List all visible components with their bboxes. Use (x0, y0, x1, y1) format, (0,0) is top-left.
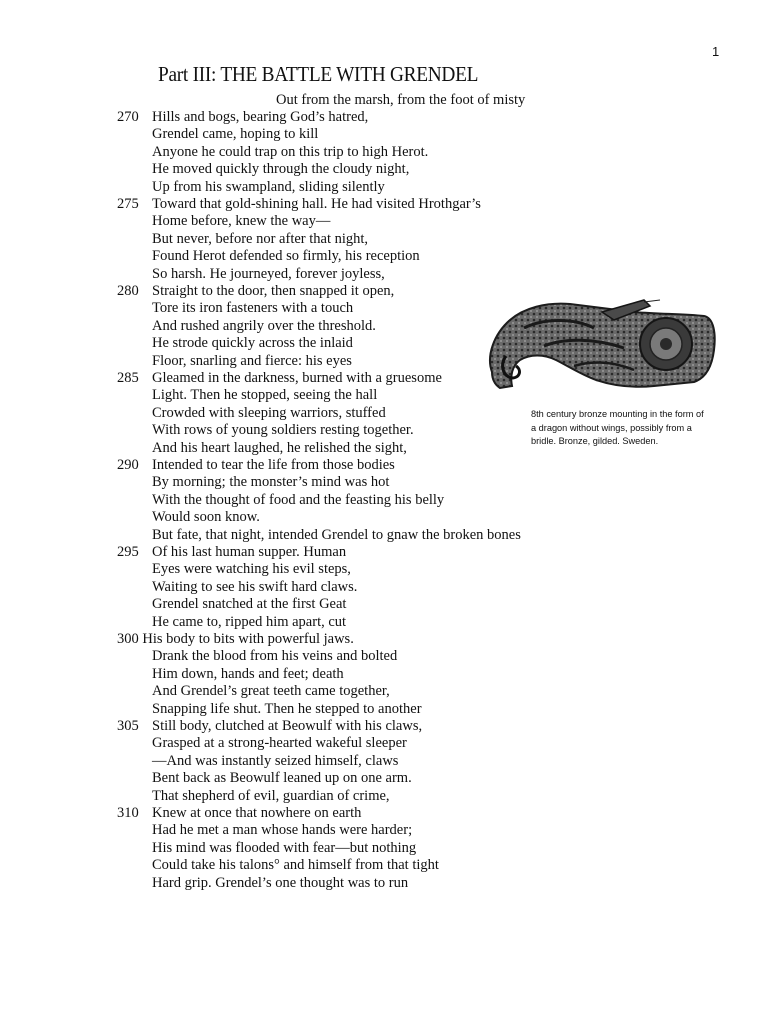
line-text: Snapping life shut. Then he stepped to another (152, 700, 422, 717)
line-text: Would soon know. (152, 509, 260, 526)
line-text: He strode quickly across the inlaid (152, 335, 353, 352)
line-text: Floor, snarling and fierce: his eyes (152, 352, 352, 369)
line-number: 275 (117, 196, 139, 212)
line-text: Bent back as Beowulf leaned up on one arm. (152, 770, 412, 787)
line-text: That shepherd of evil, guardian of crime, (152, 787, 390, 804)
line-text: Eyes were watching his evil steps, (152, 561, 351, 578)
line-text: Tore its iron fasteners with a touch (152, 300, 354, 317)
line-text: But fate, that night, intended Grendel to gnaw the broken bones (152, 526, 521, 543)
line-number: 305 (117, 718, 139, 734)
line-text: He moved quickly through the cloudy night, (152, 161, 410, 178)
line-number: 285 (117, 370, 139, 386)
line-number: 295 (117, 544, 139, 560)
line-text: Anyone he could trap on this trip to high Herot. (152, 143, 429, 160)
line-text: With rows of young soldiers resting together. (152, 422, 414, 439)
line-text: Had he met a man whose hands were harder; (152, 822, 413, 839)
line-number: 280 (117, 283, 139, 299)
line-text: Grendel snatched at the first Geat (152, 596, 347, 613)
line-text: Gleamed in the darkness, burned with a gruesome (152, 370, 442, 386)
line-text: Him down, hands and feet; death (152, 665, 344, 682)
line-text: Still body, clutched at Beowulf with his claws, (152, 718, 423, 734)
line-text: And rushed angrily over the threshold. (152, 317, 376, 334)
line-text: Crowded with sleeping warriors, stuffed (152, 404, 386, 421)
line-number: 290 (117, 457, 139, 473)
line-text: Hills and bogs, bearing God’s hatred, (152, 109, 369, 125)
line-text: He came to, ripped him apart, cut (152, 613, 347, 630)
line-text: And his heart laughed, he relished the sight, (152, 439, 407, 456)
line-text: Found Herot defended so firmly, his reception (152, 248, 420, 265)
line-text: Waiting to see his swift hard claws. (152, 578, 358, 595)
figure-caption: 8th century bronze mounting in the form of a dragon without wings, possibly from a bridle. Bronze, gilded. Sweden. (531, 409, 704, 446)
dragon-mounting-image (484, 294, 718, 396)
line-number: 310 (117, 805, 139, 821)
line-text: Of his last human supper. Human (152, 544, 347, 560)
line-text: With the thought of food and the feasting his belly (152, 491, 445, 508)
line-text: Knew at once that nowhere on earth (152, 805, 362, 821)
line-text: Toward that gold-shining hall. He had visited Hrothgar’s (152, 196, 481, 212)
line-text: Could take his talons° and himself from that tight (152, 857, 439, 874)
line-text: By morning; the monster’s mind was hot (152, 474, 390, 491)
line-text: Hard grip. Grendel’s one thought was to run (152, 874, 409, 891)
line-text: So harsh. He journeyed, forever joyless, (152, 265, 385, 282)
line-text: Intended to tear the life from those bodies (152, 457, 395, 473)
line-text: Grasped at a strong-hearted wakeful sleeper (152, 735, 407, 752)
intro-line: Out from the marsh, from the foot of misty (276, 92, 526, 108)
line-text: Grendel came, hoping to kill (152, 126, 319, 143)
line-text: Home before, knew the way— (152, 213, 331, 230)
line-text: Light. Then he stopped, seeing the hall (152, 387, 378, 404)
line-number: 270 (117, 109, 139, 125)
page-title: Part III: THE BATTLE WITH GRENDEL (158, 62, 479, 86)
line-text: Straight to the door, then snapped it open, (152, 283, 395, 299)
line-text: 300 His body to bits with powerful jaws. (117, 631, 354, 647)
line-text: His mind was flooded with fear—but nothing (152, 839, 417, 856)
line-text: Drank the blood from his veins and bolted (152, 648, 398, 665)
line-text: —And was instantly seized himself, claws (152, 752, 399, 769)
line-text: But never, before nor after that night, (152, 230, 369, 247)
page-number: 1 (712, 44, 720, 59)
line-text: And Grendel’s great teeth came together, (152, 683, 390, 700)
line-text: Up from his swampland, sliding silently (152, 178, 385, 195)
